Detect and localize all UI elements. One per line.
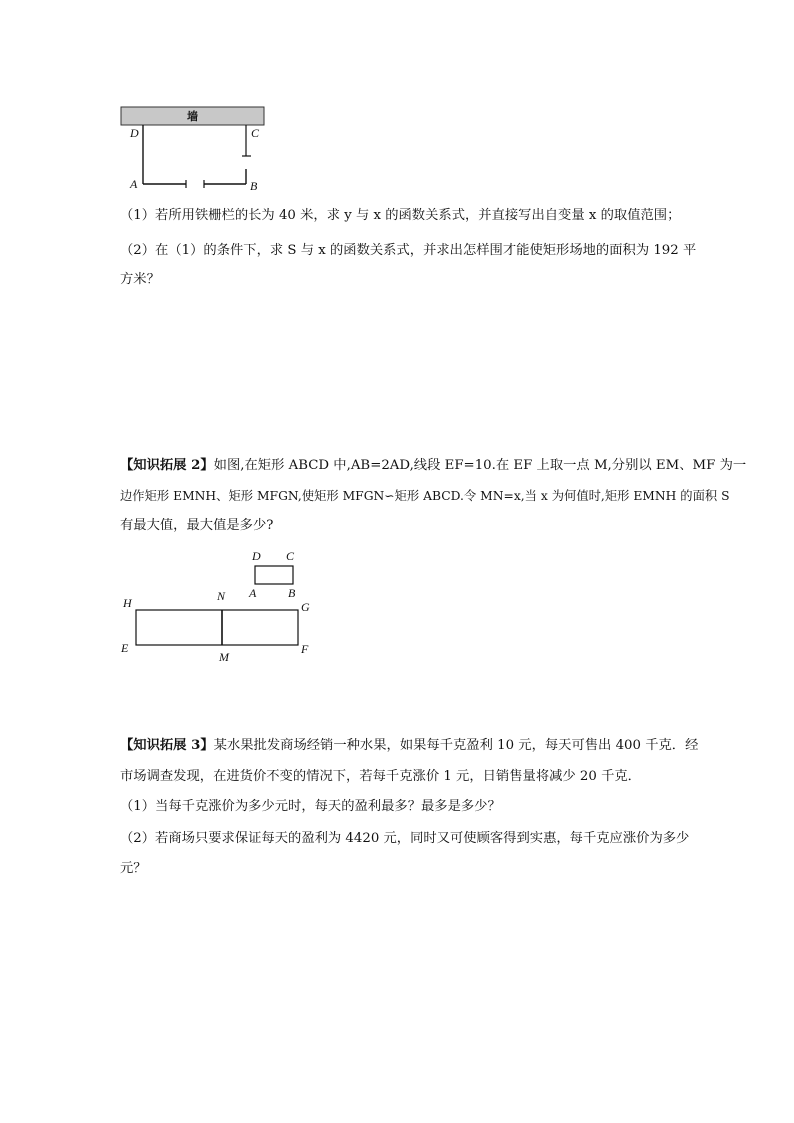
problem2-tag: 【知识拓展 2】 — [120, 458, 214, 473]
problem3-q2-line2: 元？ — [120, 861, 147, 876]
problem1-q2-line1: （2）在（1）的条件下，求 S 与 x 的函数关系式，并求出怎样围才能使矩形场地的面积为 192 平 — [120, 243, 697, 258]
problem2-line1 — [120, 456, 746, 476]
problem3-q2-line1: （2）若商场只要求保证每天的盈利为 4420 元，同时又可使顾客得到实惠，每千克应涨价为多少 — [120, 831, 690, 846]
problem3-text-1: 某水果批发商场经销一种水果，如果每千克盈利 10 元，每天可售出 400 千克．经 — [213, 738, 699, 753]
label-G: G — [301, 600, 310, 614]
problem3-line2: 市场调查发现，在进货价不变的情况下，若每千克涨价 1 元，日销售量将减少 20 千克． — [120, 769, 641, 784]
label-E: E — [121, 641, 129, 655]
wall-label: 墙 — [187, 110, 198, 123]
label-C: C — [251, 126, 260, 140]
problem2-line2: 边作矩形 EMNH、矩形 MFGN,使矩形 MFGN∽矩形 ABCD.令 MN=x,当 x 为何值时,矩形 EMNH 的面积 S — [120, 489, 730, 503]
label-M: M — [219, 650, 229, 664]
label-B2: B — [288, 586, 296, 600]
label-H: H — [123, 596, 132, 610]
problem1-q2-line2: 方米？ — [120, 272, 160, 287]
label-D2: D — [252, 549, 261, 563]
label-F: F — [301, 642, 309, 656]
label-N: N — [217, 589, 226, 603]
rectangles-diagram — [115, 545, 325, 670]
rect-ABCD — [255, 566, 293, 584]
problem3-q1: （1）当每千克涨价为多少元时，每天的盈利最多？最多是多少？ — [120, 799, 501, 814]
problem3-tag: 【知识拓展 3】 — [120, 738, 214, 753]
label-C2: C — [286, 549, 295, 563]
problem1-q1: （1）若所用铁栅栏的长为 40 米，求 y 与 x 的函数关系式，并直接写出自变量 x 的取值范围； — [120, 208, 681, 223]
label-B: B — [250, 179, 258, 193]
rect-EFGH — [136, 610, 298, 645]
problem3-line1 — [120, 736, 698, 756]
label-D: D — [130, 126, 139, 140]
label-A: A — [130, 177, 138, 191]
problem2-line3: 有最大值，最大值是多少? — [120, 518, 274, 533]
problem2-text-1: 如图,在矩形 ABCD 中,AB=2AD,线段 EF=10.在 EF 上取一点 M,分别以 EM、MF 为一 — [213, 458, 747, 473]
label-A2: A — [249, 586, 257, 600]
fence-diagram — [115, 104, 275, 196]
